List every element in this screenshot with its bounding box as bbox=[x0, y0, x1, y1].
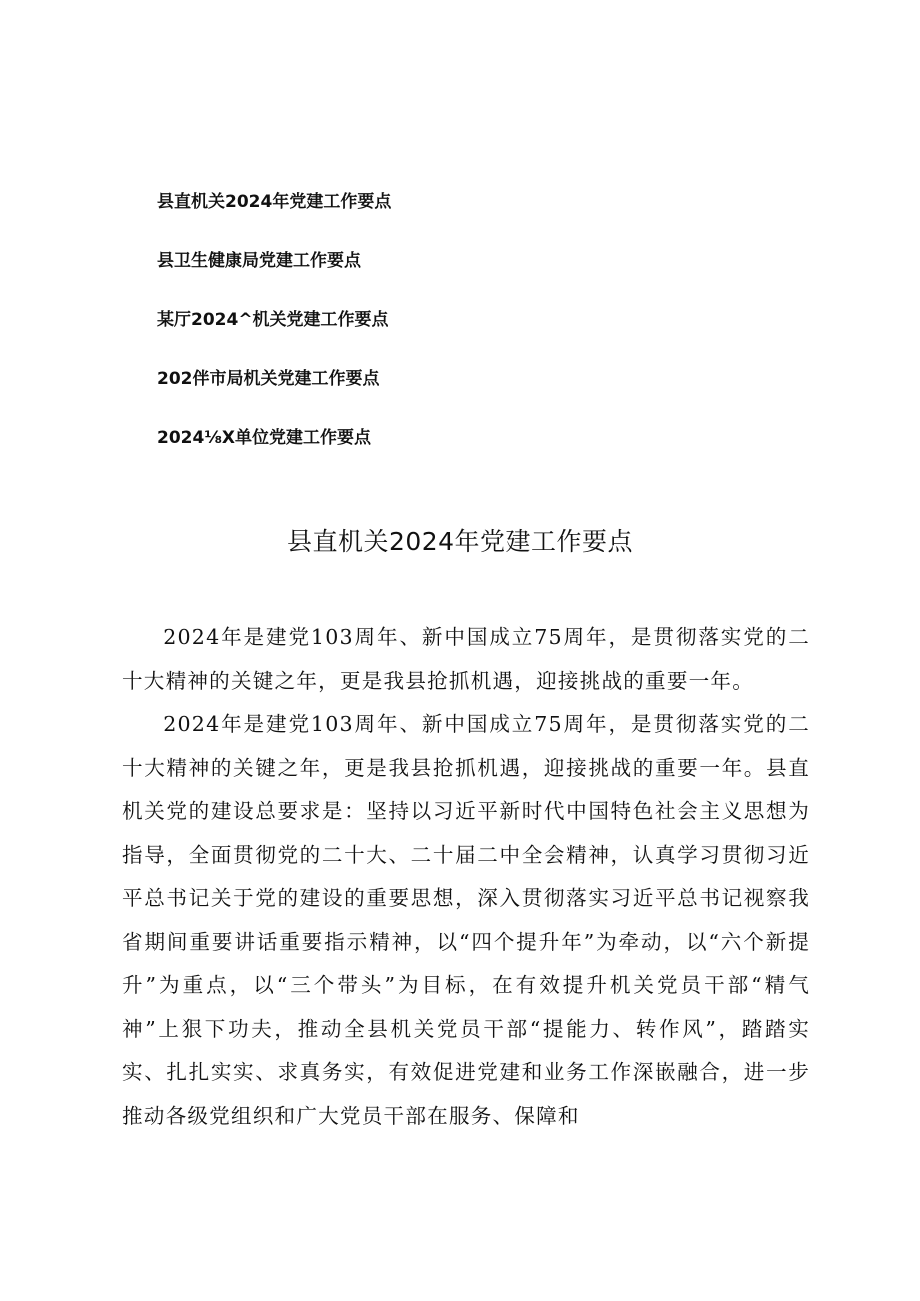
paragraph: 2024年是建党103周年、新中国成立75周年，是贯彻落实党的二十大精神的关键之年，更是我县抢抓机遇，迎接挑战的重要一年。 bbox=[122, 625, 810, 693]
toc-item[interactable]: 县卫生健康局党建工作要点 bbox=[157, 251, 361, 271]
toc-item[interactable]: 县直机关2024年党建工作要点 bbox=[157, 192, 392, 212]
toc-item[interactable]: 某厅2024^机关党建工作要点 bbox=[157, 310, 389, 330]
document-title: 县直机关2024年党建工作要点 bbox=[286, 527, 634, 556]
toc-item[interactable]: 202伴市局机关党建工作要点 bbox=[157, 369, 380, 389]
document-body bbox=[122, 616, 810, 1138]
toc-item[interactable]: 2024⅛X单位党建工作要点 bbox=[157, 428, 372, 448]
paragraph: 2024年是建党103周年、新中国成立75周年，是贯彻落实党的二十大精神的关键之年，更是我县抢抓机遇，迎接挑战的重要一年。县直机关党的建设总要求是：坚持以习近平新时代中国特色社会主义思想为指导，全面贯彻党的二十大、二十届二中全会精神，认真学习贯彻习近平总书记关于党的建设的重要思想，深入贯彻落实习近平总书记视察我省期间重要讲话重要指示精神，以“四个提升年”为牵动，以“六个新提升”为重点，以“三个带头”为目标，在有效提升机关党员干部“精气神”上狠下功夫，推动全县机关党员干部“提能力、转作风”，踏踏实实、扎扎实实、求真务实，有效促进党建和业务工作深嵌融合，进一步推动各级党组织和广大党员干部在服务、保障和 bbox=[122, 712, 810, 1128]
table-of-contents bbox=[157, 190, 391, 485]
